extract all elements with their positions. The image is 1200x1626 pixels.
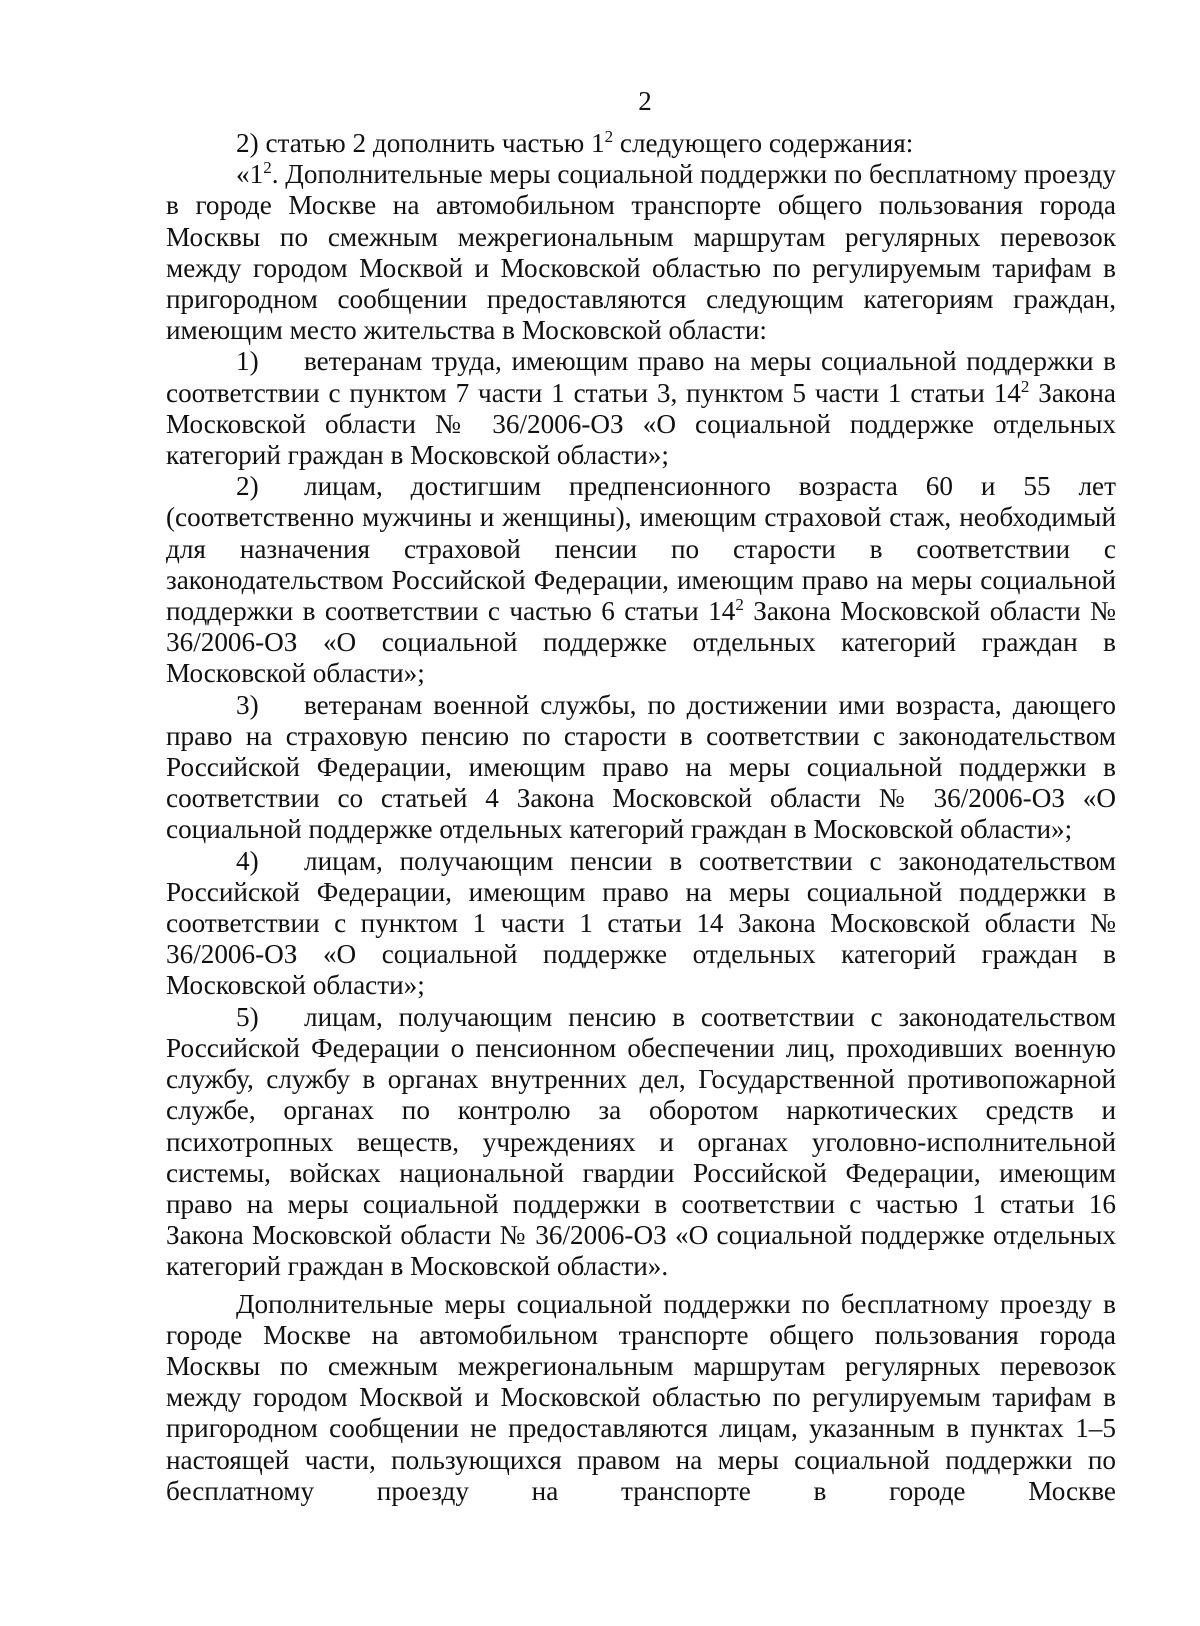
page-number: 2	[638, 86, 652, 116]
amendment-intro-tail: следующего содержания:	[613, 128, 914, 158]
list-item-number: 4)	[236, 845, 259, 876]
new-part-text: . Дополнительные меры социальной поддержки по бесплатному проезду в городе Москве на автомобильном транспорте общего пользования города Москвы по смежным межрегиональным маршрутам регулярных перевозок между городом Москвой и Московской областью по регулируемым тарифам в пригородном сообщении предоставляются следующим категориям граждан, имеющим место жительства в Московской области:	[166, 159, 1116, 346]
superscript: 2	[263, 158, 272, 178]
new-part-paragraph	[166, 159, 1116, 346]
new-part-lead: «1	[236, 159, 264, 190]
list-item-text: лицам, достигшим предпенсионного возраста 60 и 55 лет (соответственно мужчины и женщины), имеющим страховой стаж, необходимый для назначения страховой пенсии по старости в соответствии с законодательством Российской Федерации, имеющим право на меры социальной поддержки в соответствии с частью 6 статьи 14	[166, 471, 1116, 627]
list-item-3	[166, 690, 1116, 846]
superscript: 2	[1020, 376, 1030, 396]
list-item-5	[166, 1002, 1116, 1283]
list-item-tail: Закона Московской области № 36/2006-ОЗ «О социальной поддержке отдельных категорий граждан в Московской области»;	[166, 377, 1116, 471]
superscript: 2	[604, 127, 614, 146]
superscript: 2	[735, 595, 744, 615]
list-item-text: ветеранам труда, имеющим право на меры социальной поддержки в соответствии с пунктом 7 части 1 статьи 3, пунктом 5 части 1 статьи 14	[166, 346, 1116, 408]
list-item-4	[166, 846, 1116, 1002]
list-item-text: лицам, получающим пенсию в соответствии с законодательством Российской Федерации о пенсионном обеспечении лиц, проходивших военную службу, службу в органах внутренних дел, Государственной противопожарной службе, органах по контролю за оборотом наркотических средств и психотропных веществ, учреждениях и органах уголовно-исполнительной системы, войсках национальной гвардии Российской Федерации, имеющим право на меры социальной поддержки в соответствии с частью 1 статьи 16 Закона Московской области № 36/2006-ОЗ «О социальной поддержке отдельных категорий граждан в Московской области».	[166, 1001, 1116, 1282]
list-item-1	[166, 346, 1116, 471]
list-item-number: 1)	[236, 346, 259, 377]
list-item-tail: Закона Московской области № 36/2006-ОЗ «О социальной поддержке отдельных категорий граждан в Московской области»;	[166, 596, 1116, 689]
list-item-2	[166, 471, 1116, 689]
document-body	[166, 128, 1116, 1507]
list-item-text: лицам, получающим пенсии в соответствии с законодательством Российской Федерации, имеющим право на меры социальной поддержки в соответствии с пунктом 1 части 1 статьи 14 Закона Московской области № 36/2006-ОЗ «О социальной поддержке отдельных категорий граждан в Московской области»;	[166, 845, 1116, 1001]
final-paragraph: Дополнительные меры социальной поддержки по бесплатному проезду в городе Москве на автомобильном транспорте общего пользования города Москвы по смежным межрегиональным маршрутам регулярных перевозок между городом Москвой и Московской областью по регулируемым тарифам в пригородном сообщении не предоставляются лицам, указанным в пунктах 1–5 настоящей части, пользующихся правом на меры социальной поддержки по бесплатному проезду на транспорте в городе Москве	[166, 1288, 1116, 1506]
list-item-text: ветеранам военной службы, по достижении ими возраста, дающего право на страховую пенсию по старости в соответствии с законодательством Российской Федерации, имеющим право на меры социальной поддержки в соответствии со статьей 4 Закона Московской области № 36/2006-ОЗ «О социальной поддержке отдельных категорий граждан в Московской области»;	[166, 689, 1116, 845]
amendment-intro	[166, 128, 1116, 159]
list-item-number: 3)	[236, 689, 259, 720]
list-item-number: 5)	[236, 1001, 259, 1032]
amendment-intro-text: 2) статью 2 дополнить частью 1	[236, 128, 605, 158]
list-item-number: 2)	[236, 471, 259, 502]
